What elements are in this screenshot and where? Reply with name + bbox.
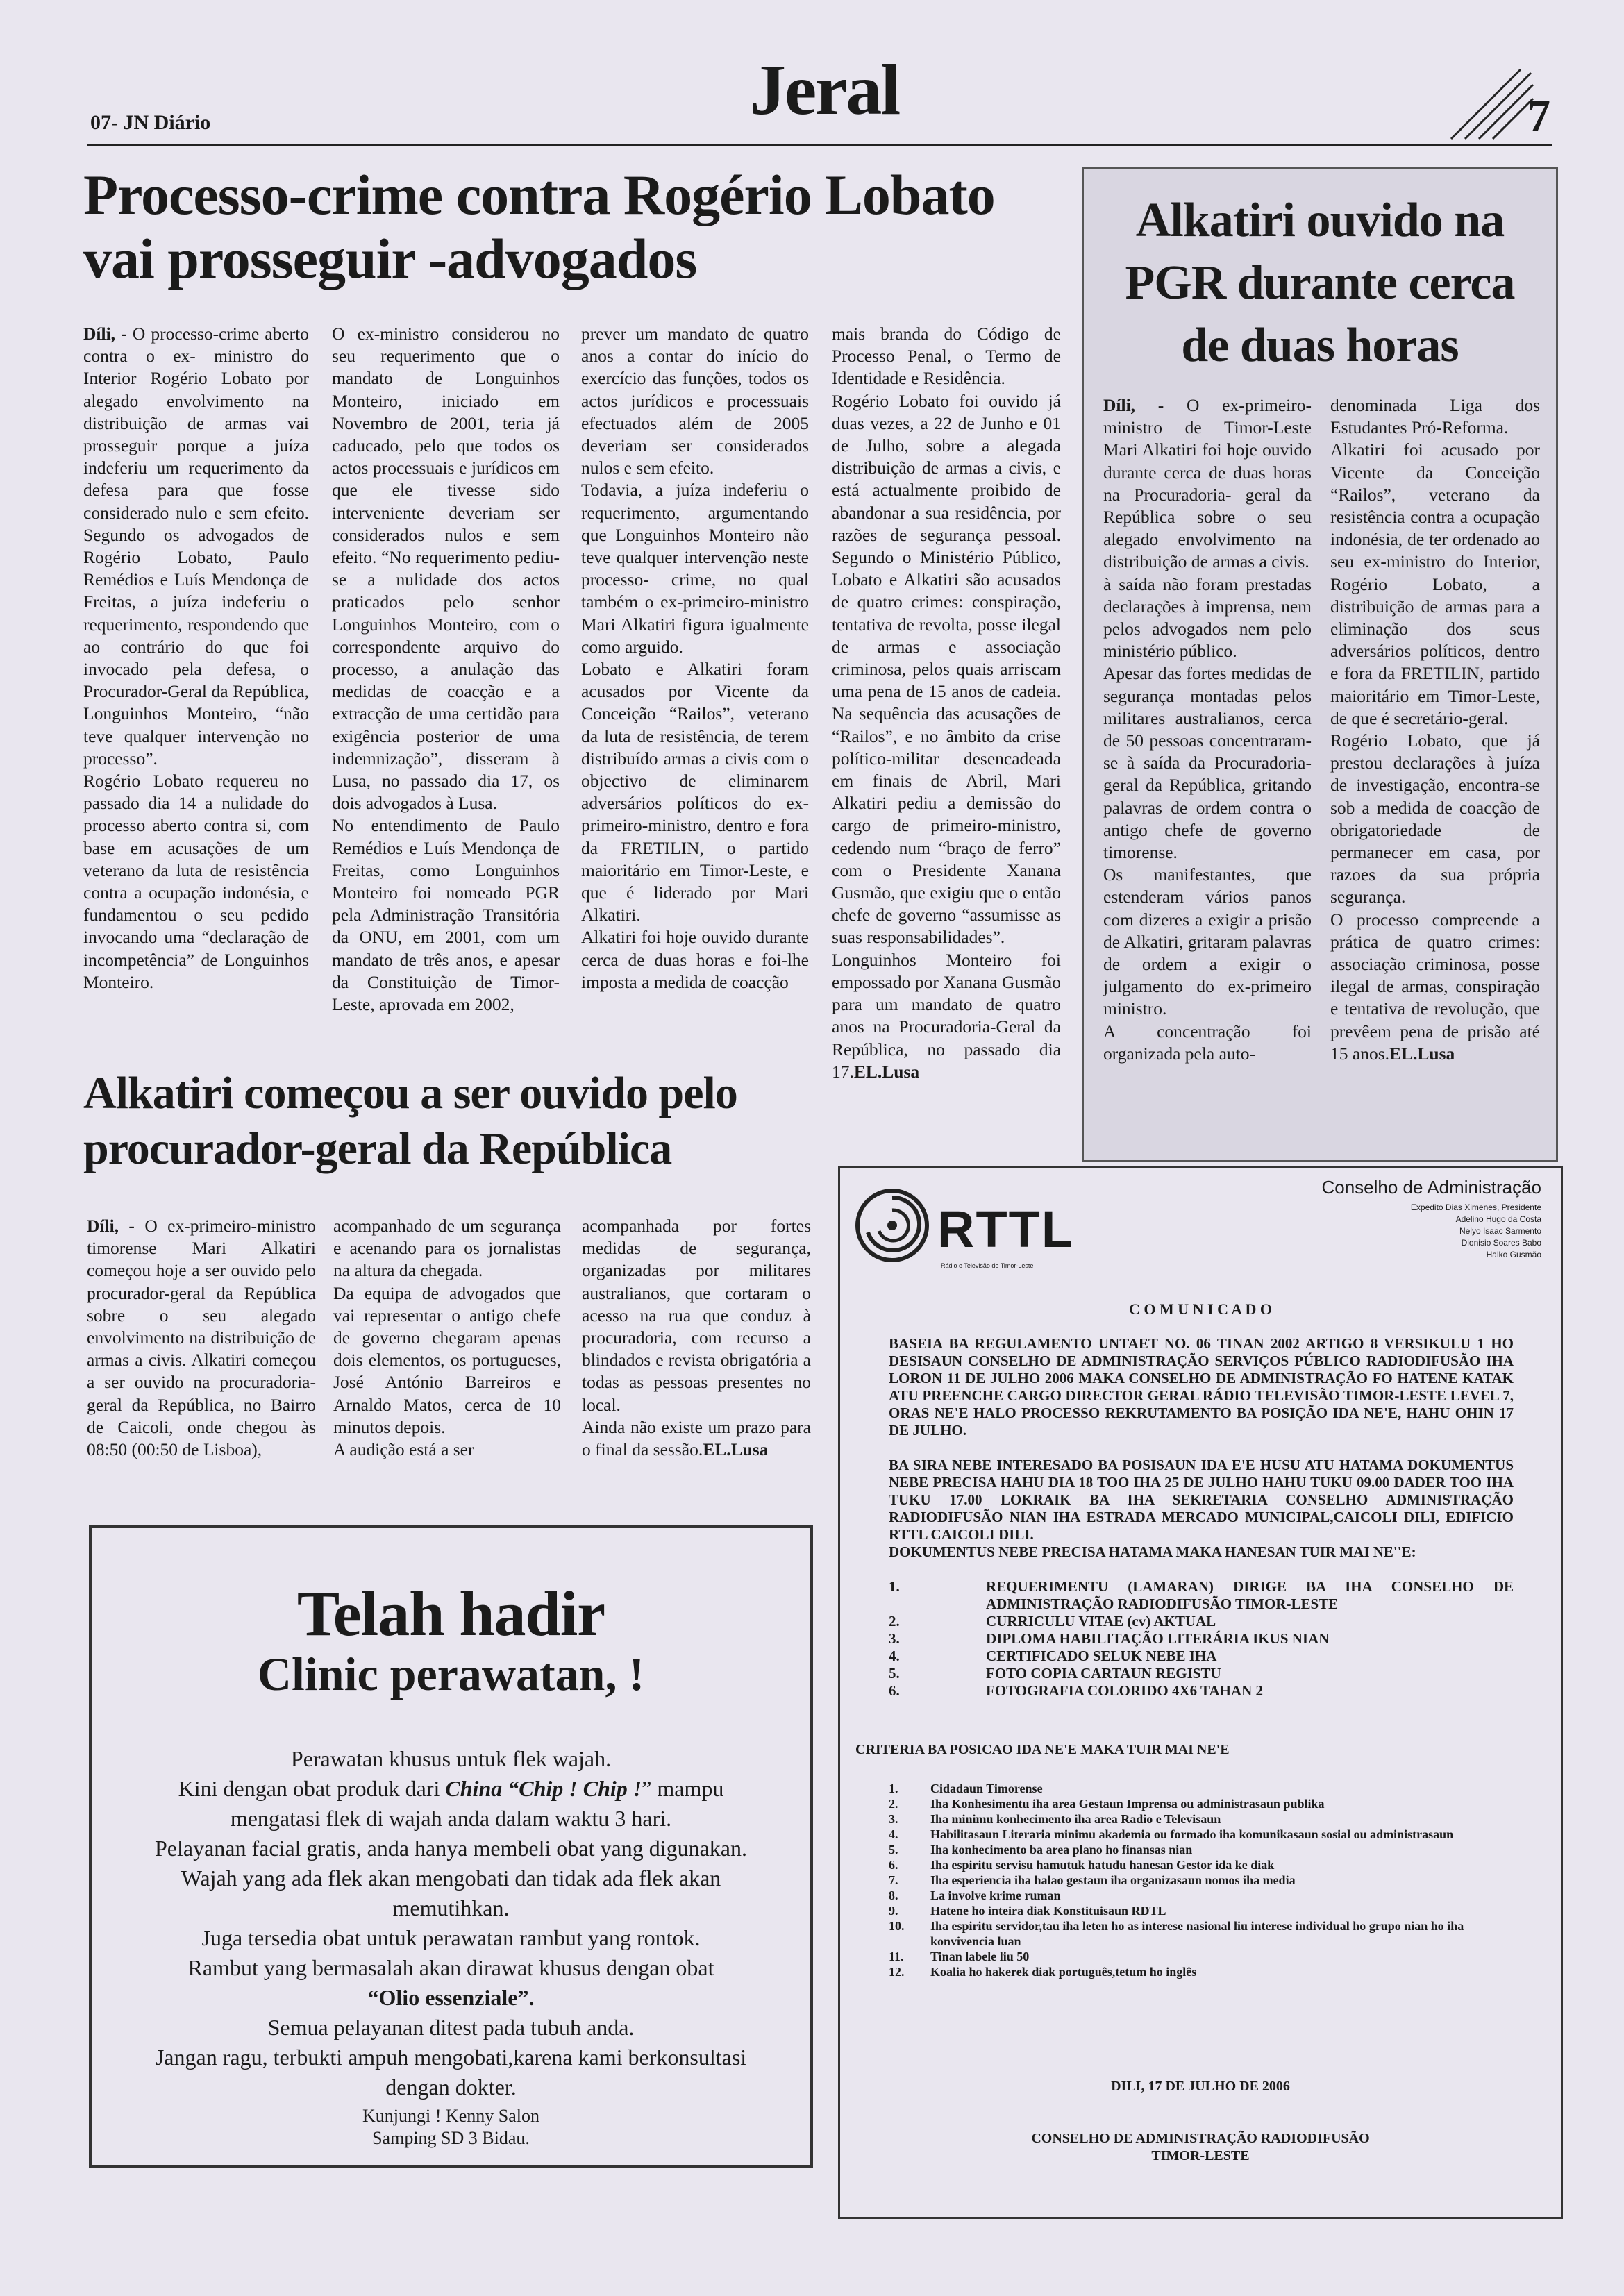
list-item: 4. CERTIFICADO SELUK NEBE IHA: [889, 1648, 1217, 1664]
clinic-advertisement: [89, 1525, 813, 2168]
list-item: 2. Iha Konhesimentu iha area Gestaun Imprensa ou administrasaun publika: [889, 1797, 1325, 1811]
list-item: 2. CURRICULU VITAE (cv) AKTUAL: [889, 1613, 1216, 1629]
rttl-logo-subtitle: Rádio e Televisão de Timor-Leste: [941, 1262, 1034, 1269]
list-item: 6. Iha espiritu servisu hamutuk hatudu hanesan Gestor ida ke diak: [889, 1858, 1275, 1872]
list-item: 8. La involve krime ruman: [889, 1888, 1061, 1902]
article1-column-3: prever um mandato de quatro anos a contar do início do exercício das funções, todos os actos jurídicos e processuais efectuados além de 2005 deveriam ser considerados nulos e sem efeito. Todavia, a juíza indeferiu o requerimento, argumentando que Longuinhos Monteiro não teve qualquer intervenção neste processo- crime, no qual também o ex-primeiro-ministro Mari Alkatiri figura igualmente como arguido. Lobato e Alkatiri foram acusados por Vicente da Conceição “Railos”, veterano da luta de resistência, de terem distribuído armas a civis com o objectivo de eliminarem adversários políticos do ex-primeiro-ministro, dentro e fora da FRETILIN, o partido maioritário em Timor-Leste, e que é liderado por Mari Alkatiri. Alkatiri foi hoje ouvido durante cerca de duas horas e foi-lhe imposta a medida de coacção: [581, 324, 809, 992]
article2-column-1: Díli, - O ex-primeiro-ministro timorense Mari Alkatiri começou hoje a ser ouvido pelo procurador-geral da República sobre o seu alegado envolvimento na distribuição de armas a civis. Alkatiri começou a ser ouvido na procuradoria-geral da República, no Bairro de Caicoli, onde chegou às 08:50 (00:50 de Lisboa),: [87, 1216, 316, 1460]
sidebar-headline: Alkatiri ouvido na PGR durante cerca de duas horas: [1125, 194, 1515, 372]
list-item: 12. Koalia ho hakerek diak português,tetum ho inglês: [889, 1965, 1197, 1979]
sidebar-column-1: Díli, - O ex-primeiro-ministro de Timor-Leste Mari Alkatiri foi hoje ouvido durante cerca de duas horas na Procuradoria- geral da República sobre o seu alegado envolvimento na distribuição de armas a civis. à saída não foram prestadas declarações à imprensa, nem pelos advogados nem pelo ministério público. Apesar das fortes medidas de segurança montadas pelos militares australianos, cerca de 50 pessoas concentraram-se à saída da Procuradoria-geral da República, gritando palavras de ordem contra o antigo chefe de governo timorense. Os manifestantes, que estenderam vários panos com dizeres a exigir a prisão de Alkatiri, gritaram palavras de ordem a exigir o julgamento do ex-primeiro ministro. A concentração foi organizada pela auto-: [1103, 395, 1312, 1064]
article2-headline: Alkatiri começou a ser ouvido pelo procurador-geral da República: [83, 1068, 737, 1174]
article1-column-2: O ex-ministro considerou no seu requerimento que o mandato de Longuinhos Monteiro, iniciado em Novembro de 2001, teria já caducado, pelo que todos os actos processuais e jurídicos em que ele tivesse sido interveniente deveriam ser considerados nulos e sem efeito. “No requerimento pediu-se a nulidade dos actos praticados pelo senhor Longuinhos Monteiro, com o correspondente arquivo do processo, a anulação das medidas de coacção e a extracção de uma certidão para exigência posterior de uma indemnização”, disseram à Lusa, no passado dia 17, os dois advogados à Lusa. No entendimento de Paulo Remédios e Luís Mendonça de Freitas, como Longuinhos Monteiro foi nomeado PGR pela Administração Transitória da ONU, em 2001, com um mandato de três anos, e apesar da Constituição de Timor-Leste, aprovada em 2002,: [332, 324, 560, 1015]
page-label: 07- JN Diário: [90, 111, 211, 134]
decorative-stripes-icon: [1444, 66, 1534, 142]
list-item: 1. REQUERIMENTU (LAMARAN) DIRIGE BA IHA CONSELHO DE ADMINISTRAÇÃO RADIODIFUSÃO TIMOR-LESTE: [889, 1578, 1514, 1612]
header-rule: [87, 144, 1552, 146]
board-members: Expedito Dias Ximenes, Presidente Adelino Hugo da Costa Nelyo Isaac Sarmento Dionisio Soares Babo Halko Gusmão: [1410, 1203, 1541, 1259]
notice-body: BASEIA BA REGULAMENTO UNTAET NO. 06 TINAN 2002 ARTIGO 8 VERSIKULU 1 HO DESISAUN CONSELHO DE ADMINISTRAÇÃO SERVIÇOS PÚBLICO RADIODIFUSÃO IHA LORON 11 DE JULHO 2006 MAKA CONSELHO DE ADMINISTRAÇÃO FO HATENE KATAK ATU PREENCHE CARGO DIRECTOR GERAL RÁDIO TELEVISÃO TIMOR-LESTE LEVEL 7, ORAS NE'E HALO PROCESSO REKRUTAMENTO BA POSIÇÃO IDA NE'E, HAHU OHIN 17 DE JULHO. BA SIRA NEBE INTERESADO BA POSISAUN IDA E'E HUSU ATU HATAMA DOKUMENTUS NEBE PRECISA HAHU DIA 18 TOO IHA 25 DE JULHO HAHU TUKU 09.00 DADER TOO IHA TUKU 17.00 LOKRAIK BA IHA SEKRETARIA CONSELHO ADMINISTRAÇÃO RADIODIFUSÃO NIAN IHA ESTRADA MERCADO MUNICIPAL,CAICOLI DILI, EDIFICIO RTTL CAICOLI DILI. DOKUMENTUS NEBE PRECISA HATAMA MAKA HANESAN TUIR MAI NE''E: 1. REQUERIMENTU (LAMARAN) DIRIGE BA IHA CONSELHO DE ADMINISTRAÇÃO RADIODIFUSÃO TIMOR-LESTE 2. CURRICULU VITAE (cv) AKTUAL 3. DIPLOMA HABILITAÇÃO LITERÁRIA IKUS NIAN 4. CERTIFICADO SELUK NEBE IHA 5. FOTO COPIA CARTAUN REGISTU 6. FOTOGRAFIA COLORIDO 4X6 TAHAN 2: [889, 1335, 1514, 1699]
list-item: 11. Tinan labele liu 50: [889, 1950, 1030, 1963]
list-item: 5. FOTO COPIA CARTAUN REGISTU: [889, 1665, 1221, 1682]
list-item: 3. DIPLOMA HABILITAÇÃO LITERÁRIA IKUS NIAN: [889, 1630, 1330, 1647]
notice-date: DILI, 17 DE JULHO DE 2006: [1111, 2079, 1290, 2094]
ad-subheadline: Clinic perawatan, !: [257, 1648, 645, 1700]
board-title: Conselho de Administração: [1321, 1177, 1541, 1198]
notice-signature: CONSELHO DE ADMINISTRAÇÃO RADIODIFUSÃO TIMOR-LESTE: [1031, 2131, 1370, 2163]
article2-column-3: acompanhada por fortes medidas de segurança, organizadas por militares australianos, que cortaram o acesso na rua que conduz à procuradoria, com recurso a blindados e revista obrigatória a todas as pessoas presentes no local. Ainda não existe um prazo para o final da sessão.EL.Lusa: [582, 1216, 811, 1460]
criteria-list: [889, 1781, 1521, 1979]
article1-column-4: mais branda do Código de Processo Penal, o Termo de Identidade e Residência. Rogério Lobato foi ouvido já duas vezes, a 22 de Junho e 01 de Julho, sobre a alegada distribuição de armas a civis, e está actualmente proibido de abandonar a sua residência, por razões de segurança pessoal. Segundo o Ministério Público, Lobato e Alkatiri são acusados de quatro crimes: conspiração, tentativa de revolta, posse ilegal de armas e associação criminosa, pelos quais arriscam uma pena de 15 anos de cadeia. Na sequência das acusações de “Railos”, e no âmbito da crise político-militar desencadeada em finais de Abril, Mari Alkatiri pediu a demissão do cargo de primeiro-ministro, cedendo num “braço de ferro” com o Presidente Xanana Gusmão, que exigiu que o então chefe de governo “assumisse as suas responsabilidades”. Longuinhos Monteiro foi empossado por Xanana Gusmão para um mandato de quatro anos na Procuradoria-Geral da República, no passado dia 17.EL.Lusa: [832, 324, 1061, 1082]
article1-column-1: Díli, - O processo-crime aberto contra o ex- ministro do Interior Rogério Lobato por alegado envolvimento na distribuição de armas vai prosseguir porque a juíza indeferiu um requerimento da defesa para que fosse considerado nulo e sem efeito. Segundo os advogados de Rogério Lobato, Paulo Remédios e Luís Mendonça de Freitas, a juíza indeferiu o requerimento, respondendo que ao contrário do que foi invocado pela defesa, o Procurador-Geral da República, Longuinhos Monteiro, “não teve qualquer intervenção no processo”. Rogério Lobato requereu no passado dia 14 a nulidade do processo aberto contra si, com base em acusações de um veterano da luta de resistência contra a ocupação indonésia, e fundamentou o seu pedido invocando uma “declaração de incompetência” de Longuinhos Monteiro.: [83, 324, 309, 992]
section-title: Jeral: [750, 50, 900, 130]
sidebar-column-2: denominada Liga dos Estudantes Pró-Reforma. Alkatiri foi acusado por Vicente da Conceição “Railos”, veterano da resistência contra a ocupação indonésia, de ter ordenado ao seu ex-ministro do Interior, Rogério Lobato, a distribuição de armas para a eliminação dos seus adversários políticos, dentro e fora da FRETILIN, partido maioritário em Timor-Leste, de que é secretário-geral. Rogério Lobato, que já prestou declarações à juíza de investigação, encontra-se sob a medida de coacção de obrigatoriedade de permanecer em casa, por razoes da sua própria segurança. O processo compreende a prática de quatro crimes: associação criminosa, posse ilegal de armas, conspiração e tentativa de revolução, que prevêem pena de prisão até 15 anos.EL.Lusa: [1330, 395, 1540, 1064]
criteria-heading: CRITERIA BA POSICAO IDA NE'E MAKA TUIR MAI NE'E: [855, 1742, 1230, 1757]
ad-body: Perawatan khusus untuk flek wajah. Kini dengan obat produk dari China “Chip ! Chip !” mampu mengatasi flek di wajah anda dalam waktu 3 hari. Pelayanan facial gratis, anda hanya membeli obat yang digunakan. Wajah yang ada flek akan mengobati dan tidak ada flek akan memutihkan. Juga tersedia obat untuk perawatan rambut yang rontok. Rambut yang bermasalah akan dirawat khusus dengan obat “Olio essenziale”. Semua pelayanan ditest pada tubuh anda. Jangan ragu, terbukti ampuh mengobati,karena kami berkonsultasi dengan dokter.: [154, 1746, 747, 2100]
list-item: 9. Hatene ho inteira diak Konstituisaun RDTL: [889, 1904, 1166, 1918]
notice-heading: C O M U N I C A D O: [1129, 1300, 1272, 1318]
page-number: 7: [1527, 91, 1550, 142]
article2-column-2: acompanhado de um segurança e acenando para os jornalistas na altura da chegada. Da equipa de advogados que vai representar o antigo chefe de governo chegaram apenas dois elementos, os portugueses, José António Barreiros e Arnaldo Matos, cerca de 10 minutos depois. A audição está a ser: [333, 1216, 561, 1460]
list-item: 6. FOTOGRAFIA COLORIDO 4X6 TAHAN 2: [889, 1682, 1264, 1699]
list-item: 4. Habilitasaun Literaria minimu akademia ou formado iha komunikasaun sosial ou administrasaun: [889, 1827, 1454, 1841]
rttl-notice: [838, 1166, 1563, 2219]
list-item: 3. Iha minimu konhecimento iha area Radio e Televisaun: [889, 1812, 1221, 1826]
article1-headline: Processo-crime contra Rogério Lobato vai prosseguir -advogados: [83, 163, 995, 290]
list-item: 5. Iha konhecimento ba area plano ho finansas nian: [889, 1843, 1193, 1857]
ad-headline: Telah hadir: [296, 1578, 605, 1649]
list-item: 7. Iha esperiencia iha halao gestaun iha organizasaun nomos iha media: [889, 1873, 1296, 1887]
rttl-logo-icon: [854, 1184, 930, 1267]
sidebar-article: [1082, 167, 1558, 1162]
ad-contact: Kunjungi ! Kenny Salon Samping SD 3 Bidau.: [362, 2106, 539, 2148]
documents-list: [889, 1578, 1514, 1700]
list-item: 10. Iha espiritu servidor,tau iha leten ho as interese nasional liu interese individual ho grupo nian ho iha konvivencia luan: [889, 1919, 1464, 1948]
list-item: 1. Cidadaun Timorense: [889, 1782, 1043, 1795]
rttl-logo-text: RTTL: [937, 1200, 1075, 1258]
